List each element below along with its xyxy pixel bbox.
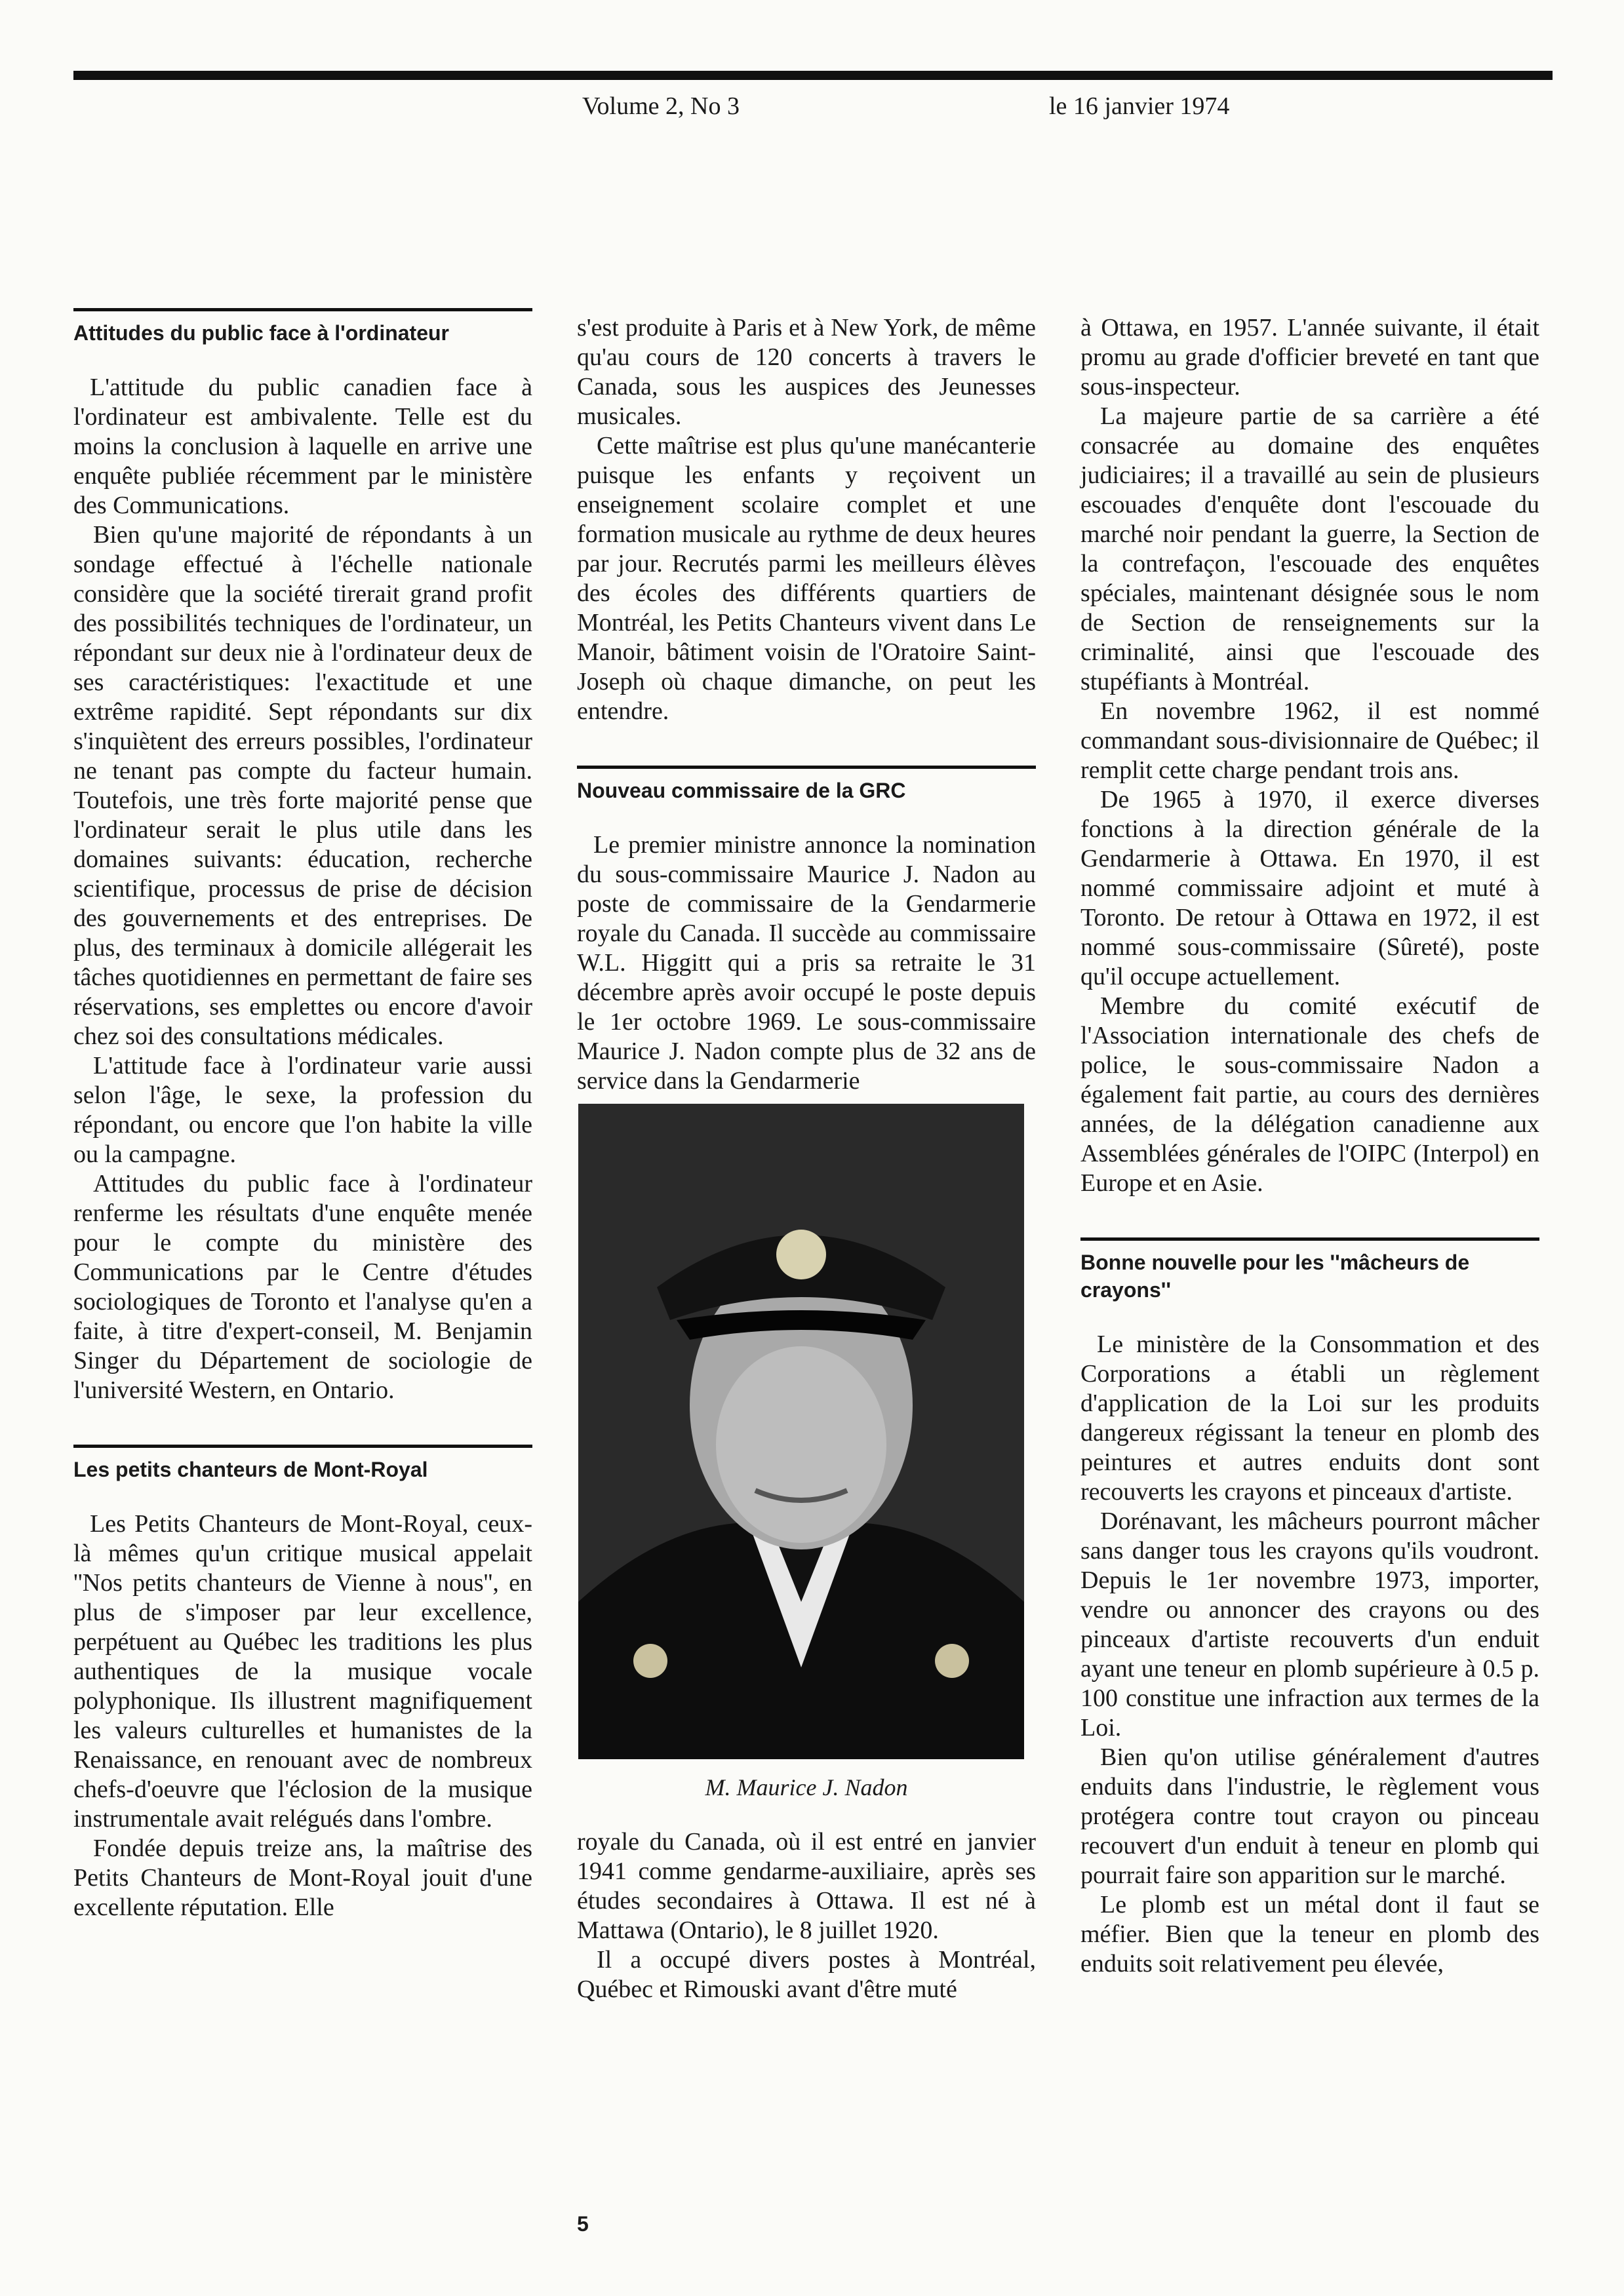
paragraph: Le premier ministre annonce la nomination du sous-commissaire Maurice J. Nadon au poste de commissaire de la Gendarmerie royale du Canada. Il succède au commissaire W.L. Higgitt qui a pris sa retraite le 31 décembre après avoir occupé le poste depuis le 1er octobre 1969. Le sous-commissaire Maurice J. Nadon compte plus de 32 ans de service dans la Gendarmerie: [577, 831, 1036, 1095]
paragraph: Cette maîtrise est plus qu'une manécanterie puisque les enfants y reçoivent un enseignement scolaire complet et une formation musicale au rythme de deux heures par jour. Recrutés parmi les meilleurs élèves des écoles des différents quartiers de Montréal, les Petits Chanteurs vivent dans Le Manoir, bâtiment voisin de l'Oratoire Saint-Joseph où chaque dimanche, on peut les entendre.: [577, 432, 1036, 725]
paragraph: L'attitude face à l'ordinateur varie aussi selon l'âge, le sexe, la profession du répondant, ou encore que l'on habite la ville ou la campagne.: [73, 1052, 532, 1168]
article-title: Nouveau commissaire de la GRC: [577, 766, 1036, 804]
paragraph: De 1965 à 1970, il exerce diverses fonctions à la direction générale de la Gendarmerie à Ottawa. En 1970, il est nommé commissaire adjoint et muté à Toronto. De retour à Ottawa en 1972, il est nommé sous-commissaire (Sûreté), poste qu'il occupe actuellement.: [1080, 786, 1539, 990]
article-title: Bonne nouvelle pour les ''mâcheurs de crayons'': [1080, 1237, 1539, 1304]
article-title: Les petits chanteurs de Mont-Royal: [73, 1445, 532, 1483]
paragraph: Membre du comité exécutif de l'Association internationale des chefs de police, le sous-commissaire Nadon a également fait partie, au cours des dernières années, de la délégation canadienne aux Assemblées générales de l'OIPC (Interpol) en Europe et en Asie.: [1080, 992, 1539, 1197]
paragraph: En novembre 1962, il est nommé commandant sous-divisionnaire de Québec; il remplit cette charge pendant trois ans.: [1080, 697, 1539, 784]
paragraph: Le ministère de la Consommation et des Corporations a établi un règlement d'application de la Loi sur les produits dangereux régissant la teneur en plomb des peintures et autres enduits dont sont recouverts les crayons et pinceaux d'artiste.: [1080, 1331, 1539, 1506]
paragraph: Bien qu'une majorité de répondants à un sondage effectué à l'échelle nationale considère que la société tirerait grand profit des possibilités techniques de l'ordinateur, un répondant sur deux nie à l'ordinateur deux de ses caractéristiques: l'exactitude et une extrême rapidité. Sept répondants sur dix s'inquiètent des erreurs possibles, l'ordinateur ne tenant pas compte du facteur humain. Toutefois, une très forte majorité pense que l'ordinateur serait le plus utile dans les domaines suivants: éducation, recherche scientifique, processus de prise de décision des gouvernements et des entreprises. De plus, des terminaux à domicile allégerait les tâches quotidiennes en permettant de faire ses réservations, ses emplettes ou encore d'avoir chez soi des consultations médicales.: [73, 521, 532, 1050]
top-rule: [73, 71, 1553, 80]
column-1: [73, 308, 532, 1922]
paragraph: Dorénavant, les mâcheurs pourront mâcher sans danger tous les crayons qu'ils voudront. Depuis le 1er novembre 1973, importer, vendre ou annoncer des crayons ou des pinceaux d'artiste recouverts d'un enduit ayant une teneur en plomb supérieure à 0.5 p. 100 constitue une infraction aux termes de la Loi.: [1080, 1508, 1539, 1741]
photo-caption: M. Maurice J. Nadon: [705, 1774, 908, 1800]
paragraph: La majeure partie de sa carrière a été consacrée au domaine des enquêtes judiciaires; il a travaillé au sein de plusieurs escouades d'enquête dont l'escouade du marché noir pendant la guerre, la Section de la contrefaçon, l'escouade des enquêtes spéciales, maintenant désignée sous le nom de Section de renseignements sur la criminalité, ainsi que l'escouade des stupéfiants à Montréal.: [1080, 402, 1539, 695]
paragraph: Fondée depuis treize ans, la maîtrise des Petits Chanteurs de Mont-Royal jouit d'une excellente réputation. Elle: [73, 1835, 532, 1921]
paragraph: royale du Canada, où il est entré en janvier 1941 comme gendarme-auxiliaire, après ses études secondaires à Ottawa. Il est né à Mattawa (Ontario), le 8 juillet 1920.: [577, 1828, 1036, 1944]
page-number: 5: [577, 2212, 589, 2236]
paragraph: L'attitude du public canadien face à l'ordinateur est ambivalente. Telle est du moins la conclusion à laquelle en arrive une enquête publiée récemment par le ministère des Communications.: [73, 374, 532, 519]
paragraph: à Ottawa, en 1957. L'année suivante, il était promu au grade d'officier breveté en tant que sous-inspecteur.: [1080, 314, 1539, 400]
article-title: Attitudes du public face à l'ordinateur: [73, 308, 532, 347]
paragraph: Bien qu'on utilise généralement d'autres enduits dans l'industrie, le règlement vous protégera contre tout crayon ou pinceau recouvert d'un enduit à teneur en plomb qui pourrait faire son apparition sur le marché.: [1080, 1743, 1539, 1889]
paragraph: Les Petits Chanteurs de Mont-Royal, ceux-là mêmes qu'un critique musical appelait ''Nos petits chanteurs de Vienne à nous'', en plus de s'imposer par leur excellence, perpétuent au Québec les traditions les plus authentiques de la musique vocale polyphonique. Ils illustrent magnifiquement les valeurs culturelles et humanistes de la Renaissance, en renouant avec de nombreux chefs-d'oeuvre que l'éclosion de la musique instrumentale avait relégués dans l'ombre.: [73, 1510, 532, 1833]
portrait-photo: [578, 1104, 1024, 1759]
column-3: [1080, 313, 1539, 1979]
paragraph: Il a occupé divers postes à Montréal, Québec et Rimouski avant d'être muté: [577, 1946, 1036, 2003]
paragraph: Le plomb est un métal dont il faut se méfier. Bien que la teneur en plomb des enduits soit relativement peu élevée,: [1080, 1891, 1539, 1977]
paragraph: s'est produite à Paris et à New York, de même qu'au cours de 120 concerts à travers le Canada, sous les auspices des Jeunesses musicales.: [577, 314, 1036, 430]
volume-number: Volume 2, No 3: [582, 92, 740, 120]
portrait-image: [578, 1104, 1024, 1759]
column-2: [577, 313, 1036, 2004]
paragraph: Attitudes du public face à l'ordinateur renferme les résultats d'une enquête menée pour le compte du ministère des Communications par le Centre d'études sociologiques de Toronto et l'analyse qu'en a faite, à titre d'expert-conseil, M. Benjamin Singer du Département de sociologie de l'université Western, en Ontario.: [73, 1170, 532, 1404]
issue-date: le 16 janvier 1974: [1049, 92, 1230, 120]
